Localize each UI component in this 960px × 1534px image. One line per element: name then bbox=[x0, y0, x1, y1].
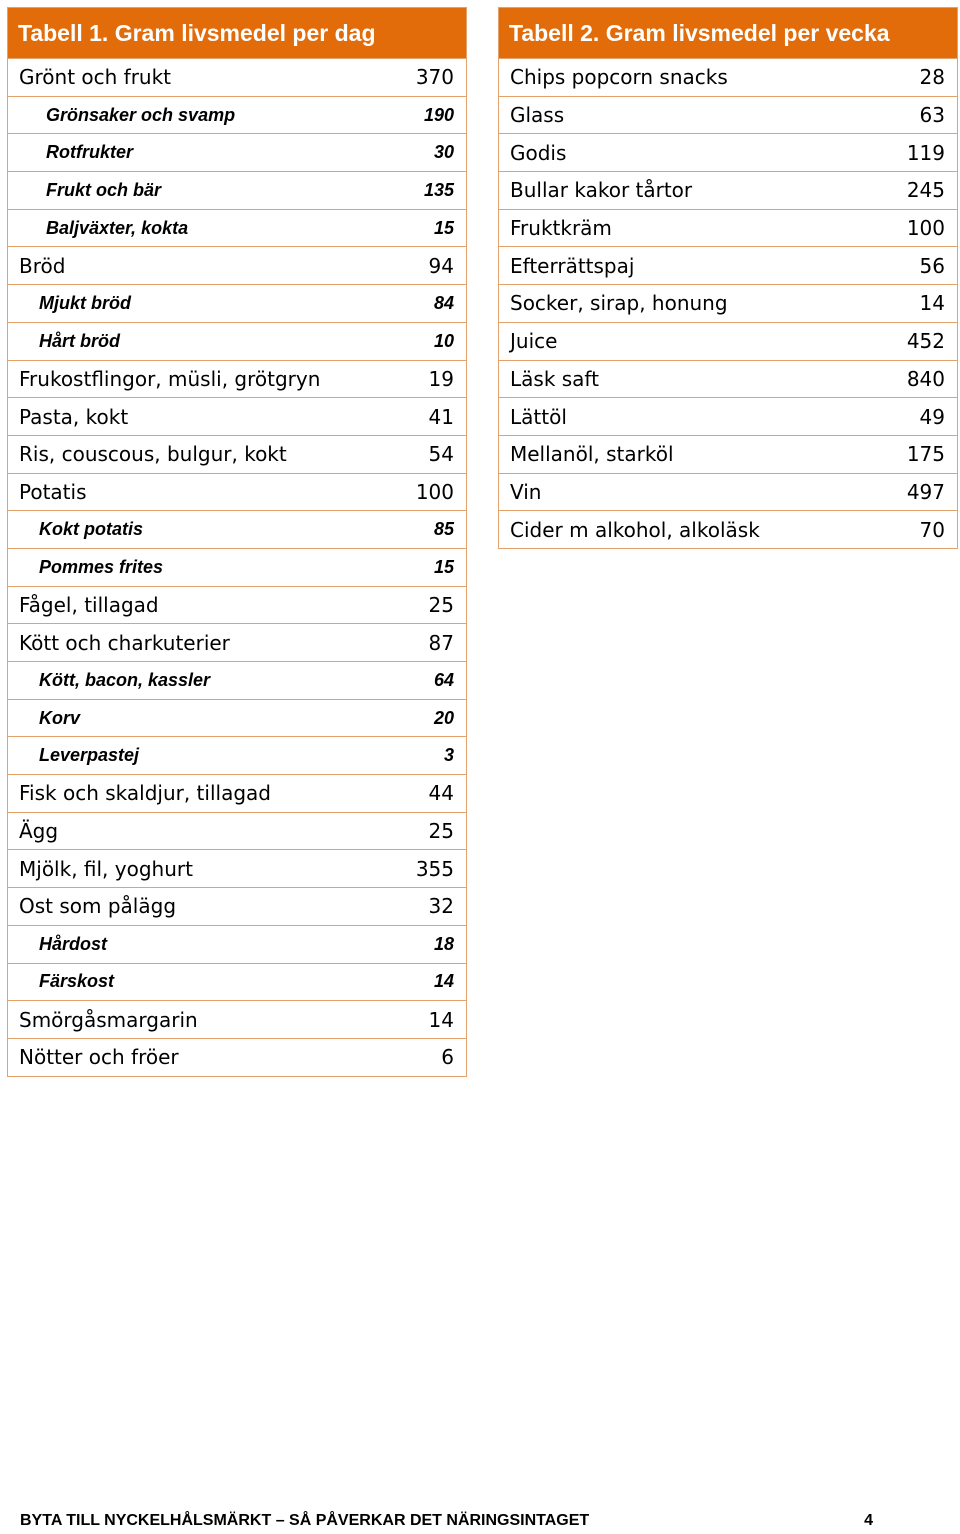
row-value: 63 bbox=[919, 103, 945, 128]
table-row bbox=[499, 209, 957, 247]
row-label: Lättöl bbox=[510, 404, 567, 429]
row-value: 14 bbox=[433, 971, 454, 992]
table-row bbox=[8, 133, 466, 171]
row-label: Grönsaker och svamp bbox=[46, 104, 236, 125]
row-label: Rotfrukter bbox=[46, 142, 134, 163]
row-value: 135 bbox=[423, 179, 454, 200]
row-value: 32 bbox=[428, 894, 454, 919]
table2-body bbox=[499, 58, 957, 548]
table-row bbox=[8, 510, 466, 548]
row-label: Hårt bröd bbox=[39, 330, 120, 351]
row-label: Hårdost bbox=[39, 933, 108, 954]
row-value: 370 bbox=[415, 65, 454, 90]
table-row bbox=[8, 171, 466, 209]
table-row bbox=[8, 473, 466, 511]
table-row bbox=[8, 586, 466, 624]
row-value: 49 bbox=[919, 404, 945, 429]
row-value: 94 bbox=[428, 253, 454, 278]
row-label: Grönt och frukt bbox=[19, 65, 172, 90]
row-value: 84 bbox=[433, 292, 454, 313]
row-value: 70 bbox=[919, 517, 945, 542]
table-row bbox=[8, 1000, 466, 1038]
row-value: 355 bbox=[415, 856, 454, 881]
row-value: 25 bbox=[428, 592, 454, 617]
row-value: 190 bbox=[423, 104, 454, 125]
table-row bbox=[8, 548, 466, 586]
row-label: Juice bbox=[510, 329, 558, 354]
table-row bbox=[8, 58, 466, 96]
table1-body bbox=[8, 58, 466, 1076]
row-value: 175 bbox=[906, 442, 945, 467]
table-grams-per-week bbox=[498, 7, 958, 549]
table-row bbox=[8, 397, 466, 435]
table-row bbox=[499, 473, 957, 511]
table-row bbox=[8, 774, 466, 812]
row-value: 56 bbox=[919, 253, 945, 278]
row-label: Mjukt bröd bbox=[39, 292, 131, 313]
table-row bbox=[499, 397, 957, 435]
table-row bbox=[499, 246, 957, 284]
row-label: Nötter och fröer bbox=[19, 1045, 179, 1070]
table2-title: Tabell 2. Gram livsmedel per vecka bbox=[499, 8, 957, 58]
row-label: Bullar kakor tårtor bbox=[510, 178, 693, 203]
table-row bbox=[499, 510, 957, 548]
row-label: Chips popcorn snacks bbox=[510, 65, 728, 90]
table-row bbox=[8, 623, 466, 661]
table-row bbox=[8, 849, 466, 887]
row-value: 6 bbox=[441, 1045, 454, 1070]
row-label: Potatis bbox=[19, 479, 87, 504]
table1-title: Tabell 1. Gram livsmedel per dag bbox=[8, 8, 466, 58]
table-row bbox=[8, 322, 466, 360]
table-row bbox=[8, 661, 466, 699]
row-label: Mellanöl, starköl bbox=[510, 442, 674, 467]
row-label: Vin bbox=[510, 479, 542, 504]
table-row bbox=[8, 812, 466, 850]
table-row bbox=[8, 360, 466, 398]
row-label: Pasta, kokt bbox=[19, 404, 129, 429]
row-label: Fisk och skaldjur, tillagad bbox=[19, 781, 271, 806]
row-label: Korv bbox=[39, 707, 81, 728]
table-row bbox=[499, 435, 957, 473]
row-label: Leverpastej bbox=[39, 745, 140, 766]
table-row bbox=[499, 360, 957, 398]
row-value: 54 bbox=[428, 442, 454, 467]
table-row bbox=[499, 58, 957, 96]
row-value: 15 bbox=[433, 217, 454, 238]
row-value: 497 bbox=[906, 479, 945, 504]
table-row bbox=[8, 246, 466, 284]
row-label: Läsk saft bbox=[510, 366, 599, 391]
row-label: Kött och charkuterier bbox=[19, 630, 230, 655]
row-label: Fruktkräm bbox=[510, 216, 612, 241]
row-label: Kokt potatis bbox=[39, 519, 144, 540]
table-row bbox=[499, 284, 957, 322]
table-row bbox=[8, 925, 466, 963]
table-row bbox=[8, 96, 466, 134]
row-value: 28 bbox=[919, 65, 945, 90]
row-label: Pommes frites bbox=[39, 556, 164, 577]
table-row bbox=[8, 699, 466, 737]
row-value: 19 bbox=[428, 366, 454, 391]
footer-text: BYTA TILL NYCKELHÅLSMÄRKT – SÅ PÅVERKAR DET NÄRINGSINTAGET bbox=[20, 1512, 590, 1529]
row-value: 14 bbox=[919, 291, 945, 316]
row-value: 119 bbox=[906, 140, 945, 165]
row-value: 100 bbox=[415, 479, 454, 504]
row-value: 25 bbox=[428, 819, 454, 844]
row-label: Frukt och bär bbox=[46, 179, 162, 200]
row-label: Mjölk, fil, yoghurt bbox=[19, 856, 193, 881]
row-value: 64 bbox=[433, 669, 454, 690]
table-row bbox=[499, 133, 957, 171]
row-label: Godis bbox=[510, 140, 567, 165]
row-value: 18 bbox=[433, 933, 454, 954]
row-value: 3 bbox=[443, 745, 454, 766]
row-label: Frukostflingor, müsli, grötgryn bbox=[19, 366, 321, 391]
row-label: Bröd bbox=[19, 253, 66, 278]
table-row bbox=[8, 1038, 466, 1076]
row-value: 87 bbox=[428, 630, 454, 655]
page-footer bbox=[20, 1512, 873, 1530]
row-label: Ris, couscous, bulgur, kokt bbox=[19, 442, 287, 467]
page-number: 4 bbox=[864, 1512, 873, 1529]
row-value: 44 bbox=[428, 781, 454, 806]
row-value: 41 bbox=[428, 404, 454, 429]
table-row bbox=[8, 736, 466, 774]
row-value: 245 bbox=[906, 178, 945, 203]
row-label: Ost som pålägg bbox=[19, 894, 177, 919]
row-value: 85 bbox=[433, 519, 454, 540]
row-value: 30 bbox=[433, 142, 454, 163]
row-label: Färskost bbox=[39, 971, 115, 992]
row-value: 15 bbox=[433, 556, 454, 577]
row-label: Glass bbox=[510, 103, 565, 128]
row-value: 100 bbox=[906, 216, 945, 241]
table-row bbox=[499, 322, 957, 360]
row-label: Fågel, tillagad bbox=[19, 592, 159, 617]
table-row bbox=[8, 435, 466, 473]
table-row bbox=[8, 284, 466, 322]
row-value: 452 bbox=[906, 329, 945, 354]
row-value: 10 bbox=[433, 330, 454, 351]
row-label: Efterrättspaj bbox=[510, 253, 635, 278]
row-label: Kött, bacon, kassler bbox=[39, 669, 211, 690]
table-grams-per-day bbox=[7, 7, 467, 1077]
row-label: Smörgåsmargarin bbox=[19, 1007, 198, 1032]
table-row bbox=[8, 887, 466, 925]
row-label: Socker, sirap, honung bbox=[510, 291, 728, 316]
table-row bbox=[499, 96, 957, 134]
row-value: 20 bbox=[433, 707, 454, 728]
row-value: 840 bbox=[906, 366, 945, 391]
table-row bbox=[499, 171, 957, 209]
row-label: Baljväxter, kokta bbox=[46, 217, 189, 238]
table-row bbox=[8, 209, 466, 247]
row-label: Ägg bbox=[19, 819, 59, 844]
row-value: 14 bbox=[428, 1007, 454, 1032]
table-row bbox=[8, 963, 466, 1001]
row-label: Cider m alkohol, alkoläsk bbox=[510, 517, 760, 542]
